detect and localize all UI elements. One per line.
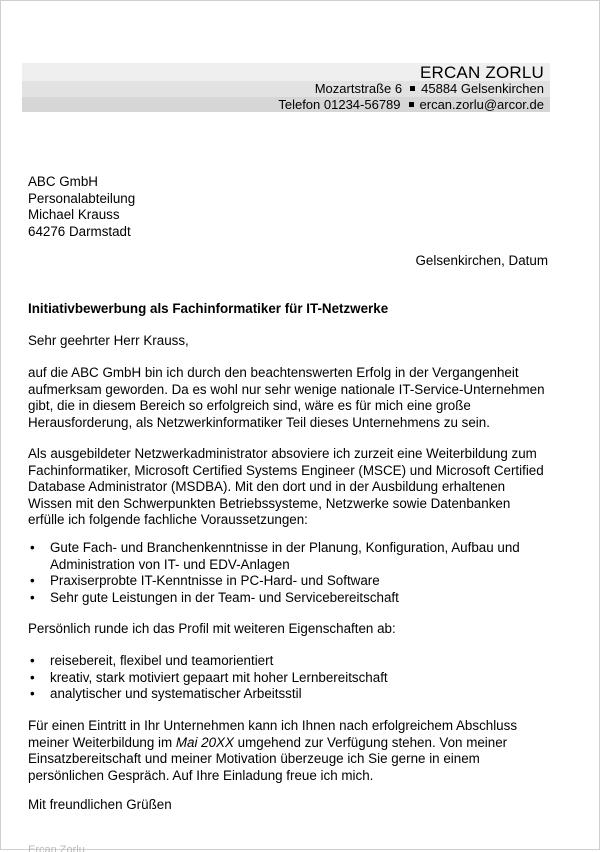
letter-subject: Initiativbewerbung als Fachinformatiker für IT-Netzwerke: [28, 301, 389, 316]
recipient-company: ABC GmbH: [28, 174, 98, 189]
salutation: Sehr geehrter Herr Krauss,: [28, 333, 189, 348]
recipient-person: Michael Krauss: [28, 207, 120, 222]
list-item: • reisebereit, flexibel und teamorientiert: [30, 653, 274, 668]
recipient-address: [28, 174, 135, 240]
separator-square-icon: [410, 86, 415, 91]
bullet-icon: •: [30, 686, 35, 702]
sender-name: ERCAN ZORLU: [419, 63, 544, 82]
traits-list: [28, 653, 548, 703]
separator-square-icon: [409, 102, 414, 107]
list-item: • analytischer und systematischer Arbeitsstil: [30, 686, 302, 702]
qualifications-list: [28, 540, 548, 606]
signature: Ercan Zorlu: [28, 844, 85, 852]
bullet-icon: •: [30, 540, 35, 555]
sender-phone: Telefon 01234-56789: [278, 97, 401, 112]
sender-city: 45884 Gelsenkirchen: [421, 81, 544, 96]
recipient-city: 64276 Darmstadt: [28, 223, 131, 239]
letter-date: Gelsenkirchen, Datum: [415, 253, 548, 268]
sender-email[interactable]: ercan.zorlu@arcor.de: [419, 97, 544, 112]
list-item: • Sehr gute Leistungen in der Team- und Servicebereitschaft: [30, 589, 399, 605]
sender-street: Mozartstraße 6: [314, 81, 403, 96]
sender-address: [315, 81, 544, 97]
paragraph-intro: auf die ABC GmbH bin ich durch den beachtenswerten Erfolg in der Vergangenheit aufmerksam geworden. Da es wohl nur sehr wenige nationale IT-Service-Unternehmen gibt, die in diesem Bereich so erfolgreich sind, wäre es für mich eine große Herausforderung, als Netzwerkinformatiker Teil dieses Unternehmens zu sein.: [28, 365, 545, 430]
bullet-icon: •: [30, 589, 35, 605]
availability-date: Mai 20XX: [175, 734, 234, 750]
recipient-department: Personalabteilung: [28, 190, 136, 206]
paragraph-qualifications: Als ausgebildeter Netzwerkadministrator absoviere ich zurzeit eine Weiterbildung zum Fachinformatiker, Microsoft Certified Systems Engineer (MSCE) und Microsoft Certified Database Administrator (MSDBA). Mit den dort und in der Ausbildung erhaltenen Wissen mit den Schwerpunkten Betriebssysteme, Netzwerke sowie Datenbanken erfülle ich folgende fachliche Voraussetzungen:: [28, 446, 544, 528]
bullet-icon: •: [30, 653, 35, 668]
sender-contact: [278, 97, 544, 112]
bullet-icon: •: [30, 669, 35, 685]
list-item: • Gute Fach- und Branchenkenntnisse in der Planung, Konfiguration, Aufbau und Administration von IT- und EDV-Anlagen: [30, 540, 520, 572]
paragraph-personal: Persönlich runde ich das Profil mit weiteren Eigenschaften ab:: [28, 621, 396, 636]
paragraph-availability: Für einen Eintritt in Ihr Unternehmen kann ich Ihnen nach erfolgreichem Abschluss meiner Weiterbildung im Mai 20XX umgehend zur Verfügung stehen. Von meiner Einsatzbereitschaft und meiner Motivation überzeuge ich Sie gerne in einem persönlichen Gespräch. Auf Ihre Einladung freue ich mich.: [28, 718, 518, 783]
bullet-icon: •: [30, 573, 35, 589]
closing-phrase: Mit freundlichen Grüßen: [28, 797, 172, 812]
list-item: • kreativ, stark motiviert gepaart mit hoher Lernbereitschaft: [30, 669, 388, 685]
list-item: • Praxiserprobte IT-Kenntnisse in PC-Hard- und Software: [30, 573, 380, 589]
